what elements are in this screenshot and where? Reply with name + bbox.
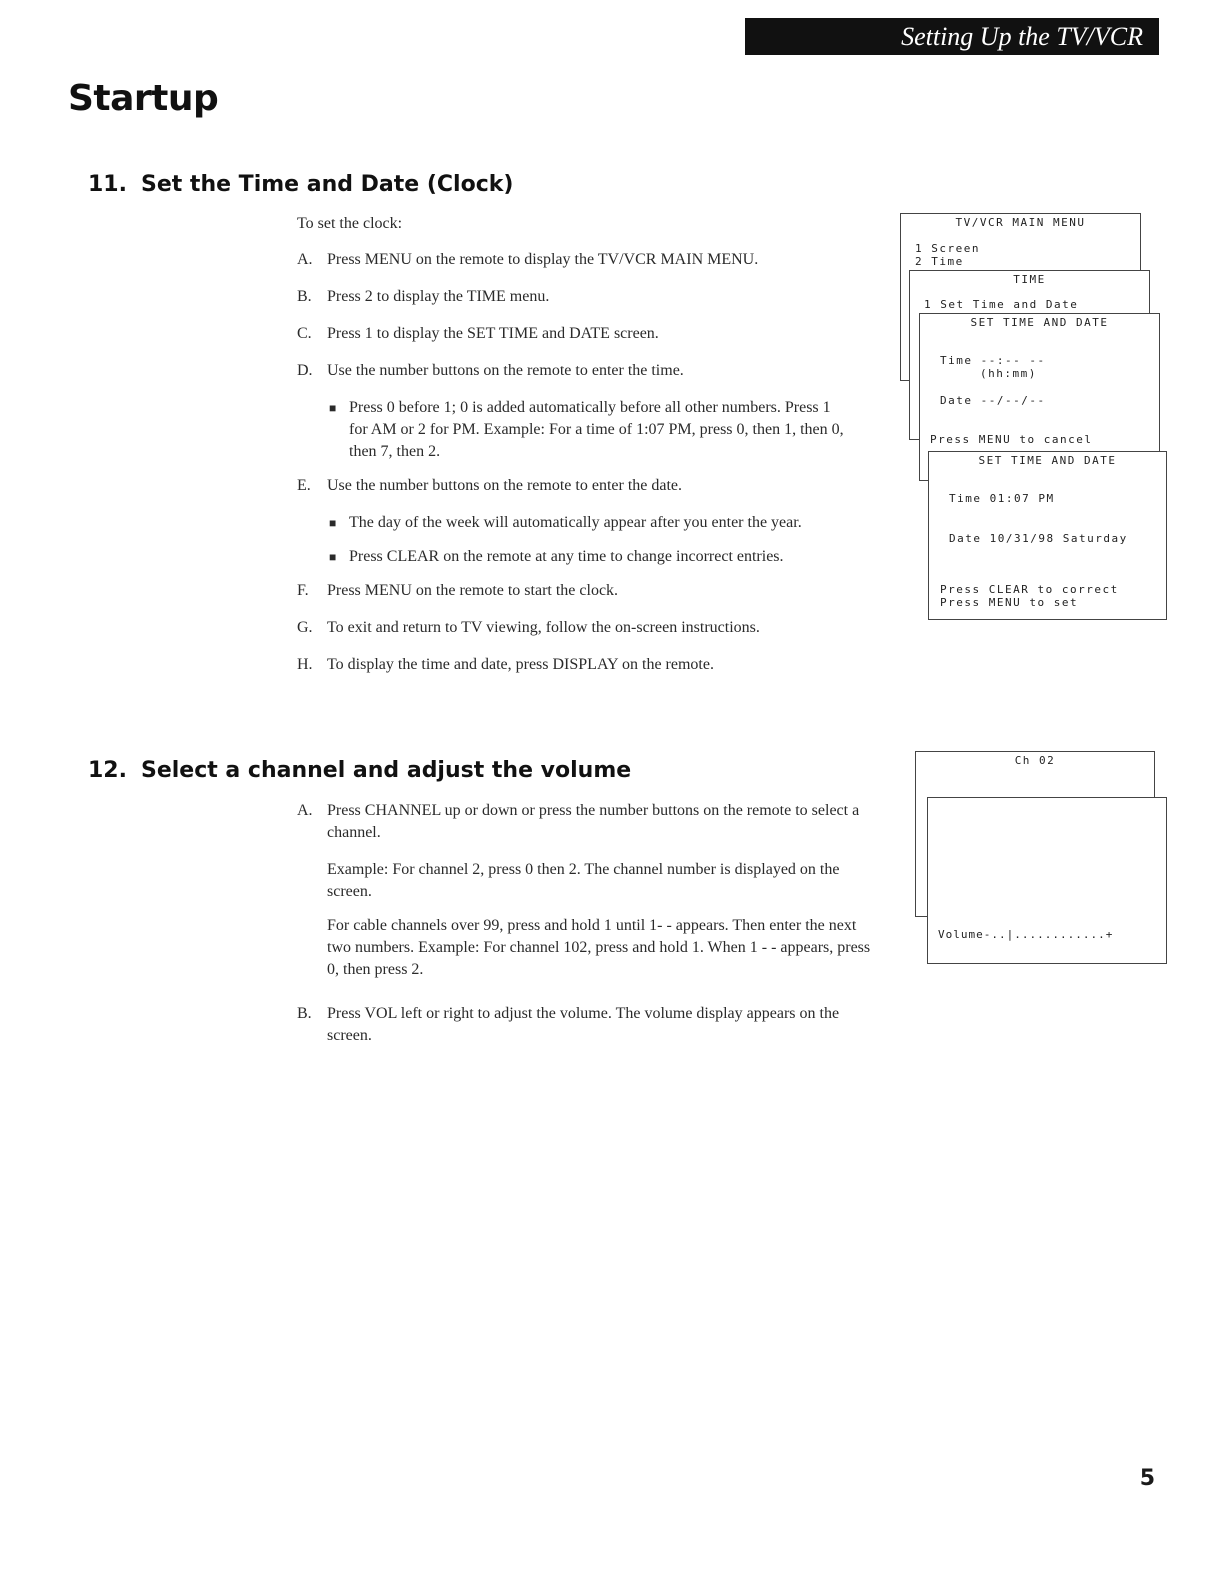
step-letter: B. (297, 1005, 312, 1022)
step-12a-example: Example: For channel 2, press 0 then 2. The channel number is displayed on the screen. (327, 861, 840, 900)
step-11c (297, 323, 877, 345)
page-title: Startup (68, 78, 219, 119)
step-letter: B. (297, 288, 312, 305)
time-field: Time 01:07 PM (949, 492, 1055, 505)
date-field: Date 10/31/98 Saturday (949, 532, 1128, 545)
section-11-intro: To set the clock: (297, 215, 403, 232)
section-11-body (297, 213, 877, 691)
bullet-dot: ■ (329, 516, 337, 530)
screen-title: SET TIME AND DATE (978, 454, 1117, 467)
volume-screen (927, 797, 1167, 964)
step-12a (297, 800, 877, 844)
step-text: Press MENU on the remote to start the clock. (327, 582, 619, 599)
section-header-title: Setting Up the TV/VCR (901, 22, 1143, 51)
section-12-title: Select a channel and adjust the volume (140, 758, 632, 783)
bullet-item (297, 546, 849, 568)
step-letter: A. (297, 251, 313, 268)
step-letter: E. (297, 477, 311, 494)
section-header-bar (745, 18, 1159, 55)
page-number: 5 (1139, 1466, 1155, 1491)
step-letter: F. (297, 582, 309, 599)
screen-title: SET TIME AND DATE (970, 316, 1109, 329)
step-text: Press VOL left or right to adjust the volume. The volume display appears on the screen. (327, 1005, 840, 1044)
set-time-date-filled-screen (928, 451, 1167, 620)
bullet-dot: ■ (329, 401, 337, 415)
step-letter: D. (297, 362, 313, 379)
step-11g (297, 617, 877, 639)
section-12-heading (88, 758, 631, 783)
step-12a-cable-note: For cable channels over 99, press and hold 1 until 1- - appears. Then enter the next two numbers. Example: For channel 102, press and hold 1. When 1 - - appears, press 0, then press 2. (327, 917, 871, 978)
screen-title: TV/VCR MAIN MENU (955, 216, 1086, 229)
menu-item: 1 Screen (915, 242, 980, 255)
step-text: Press 2 to display the TIME menu. (327, 288, 550, 305)
section-11-heading (88, 172, 513, 197)
bullet-text: The day of the week will automatically appear after you enter the year. (349, 514, 802, 531)
step-text: Use the number buttons on the remote to enter the time. (327, 362, 684, 379)
volume-bar: Volume-..|............+ (938, 928, 1114, 941)
step-11a (297, 249, 877, 271)
step-11e (297, 475, 877, 497)
bullet-dot: ■ (329, 550, 337, 564)
step-11b (297, 286, 877, 308)
screen-footer: Press CLEAR to correct (940, 583, 1119, 596)
step-text: Press CHANNEL up or down or press the number buttons on the remote to select a channel. (327, 802, 860, 841)
menu-item: 2 Time (915, 255, 964, 268)
screen-title: TIME (1013, 273, 1046, 286)
step-11d (297, 360, 877, 382)
section-11-title: Set the Time and Date (Clock) (140, 172, 514, 197)
channel-display: Ch 02 (1014, 754, 1056, 767)
step-text: Press 1 to display the SET TIME and DATE screen. (327, 325, 659, 342)
screen-footer: Press MENU to cancel (930, 433, 1093, 446)
step-letter: A. (297, 802, 313, 819)
step-text: To exit and return to TV viewing, follow the on-screen instructions. (327, 619, 760, 636)
bullet-text: Press CLEAR on the remote at any time to change incorrect entries. (349, 548, 784, 565)
step-letter: C. (297, 325, 312, 342)
screen-footer: Press MENU to set (940, 596, 1079, 609)
step-text: To display the time and date, press DISPLAY on the remote. (327, 656, 714, 673)
bullet-item (297, 512, 849, 534)
time-field: Time --:-- -- (940, 354, 1046, 367)
time-format-hint: (hh:mm) (980, 367, 1037, 380)
step-11h (297, 654, 877, 676)
bullet-item (297, 397, 849, 463)
section-12-body (297, 800, 877, 1062)
step-12b (297, 1003, 877, 1047)
step-letter: H. (297, 656, 313, 673)
step-11f (297, 580, 877, 602)
step-letter: G. (297, 619, 313, 636)
section-12-number: 12. (88, 758, 127, 783)
section-11-number: 11. (88, 172, 127, 197)
step-text: Use the number buttons on the remote to enter the date. (327, 477, 683, 494)
menu-item: 1 Set Time and Date (924, 298, 1079, 311)
date-field: Date --/--/-- (940, 394, 1046, 407)
step-text: Press MENU on the remote to display the TV/VCR MAIN MENU. (327, 251, 759, 268)
bullet-text: Press 0 before 1; 0 is added automatically before all other numbers. Press 1 for AM or 2 for PM. Example: For a time of 1:07 PM, press 0, then 1, then 0, then 7, then 2. (349, 399, 844, 460)
